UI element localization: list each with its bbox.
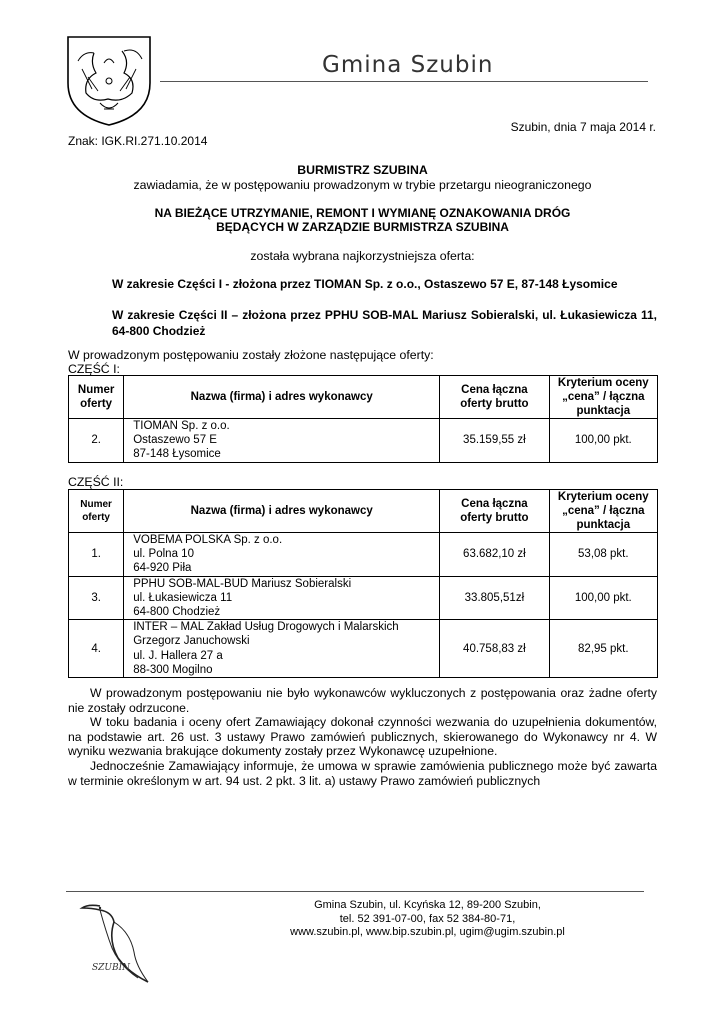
header-name: Nazwa (firma) i adres wykonawcy	[124, 376, 440, 419]
offer-score: 53,08 pkt.	[549, 533, 657, 577]
offer-number: 4.	[69, 620, 124, 678]
part1-offers-table	[68, 375, 658, 463]
heron-logo	[78, 892, 168, 990]
paragraph: W toku badania i oceny ofert Zamawiający dokonał czynności wezwania do uzupełnienia dokumentów, na podstawie art. 26 ust. 3 ustawy Prawo zamówień publicznych, skierowanego do Wykonawcy nr 4. W wyniku wezwania brakujące dokumenty zostały przez Wykonawcę uzupełnione.	[68, 715, 657, 759]
table-header-row	[69, 376, 658, 419]
address-line: 64-920 Piła	[133, 562, 192, 575]
address-line: 87-148 Łysomice	[133, 448, 221, 461]
address-line: TIOMAN Sp. z o.o.	[133, 420, 230, 432]
chosen-intro: została wybrana najkorzystniejsza oferta:	[250, 249, 475, 263]
address-line: INTER – MAL Zakład Usług Drogowych i Malarskich	[133, 621, 399, 634]
paragraph: W prowadzonym postępowaniu nie było wykonawców wykluczonych z postępowania oraz żadne oferty nie zostały odrzucone.	[68, 686, 657, 715]
announcement-line: zawiadamia, że w postępowaniu prowadzonym w trybie przetargu nieograniczonego	[133, 178, 592, 192]
header-rule	[160, 81, 648, 82]
address-line: ul. Polna 10	[133, 548, 194, 561]
address-line: 64-800 Chodzież	[133, 606, 221, 619]
offer-address	[124, 533, 440, 577]
footer-phone: tel. 52 391-07-00, fax 52 384-80-71,	[339, 912, 516, 925]
address-line: VOBEMA POLSKA Sp. z o.o.	[133, 534, 283, 546]
tender-subject-line1: NA BIEŻĄCE UTRZYMANIE, REMONT I WYMIANĘ OZNAKOWANIA DRÓG	[154, 206, 571, 220]
offer-number: 3.	[69, 576, 124, 620]
offers-intro: W prowadzonym postępowaniu zostały złożone następujące oferty:	[68, 348, 434, 362]
offer-number: 2.	[69, 419, 124, 463]
footer-web: www.szubin.pl, www.bip.szubin.pl, ugim@ugim.szubin.pl	[290, 926, 565, 938]
offer-score: 100,00 pkt.	[549, 576, 657, 620]
body-text	[68, 686, 657, 788]
offer-address	[124, 419, 440, 463]
reference-number: Znak: IGK.RI.271.10.2014	[68, 134, 208, 148]
address-line: 88-300 Mogilno	[133, 663, 213, 676]
offer-price: 63.682,10 zł	[440, 533, 549, 577]
tender-subject-line2: BĘDĄCYCH W ZARZĄDZIE BURMISTRZA SZUBINA	[216, 220, 509, 234]
paragraph: Jednocześnie Zamawiający informuje, że umowa w sprawie zamówienia publicznego może być zawarta w terminie określonym w art. 94 ust. 2 pkt. 3 lit. a) ustawy Prawo zamówień publicznych	[68, 758, 657, 788]
header-org-name: Gmina Szubin	[322, 52, 494, 78]
header-price: Cena łączna oferty brutto	[440, 490, 549, 533]
footer-address: Gmina Szubin, ul. Kcyńska 12, 89-200 Szubin,	[314, 899, 541, 911]
address-line: PPHU SOB-MAL-BUD Mariusz Sobieralski	[133, 577, 352, 590]
offer-price: 40.758,83 zł	[440, 620, 549, 678]
offer-number: 1.	[69, 533, 124, 577]
part1-result: W zakresie Części I - złożona przez TIOMAN Sp. z o.o., Ostaszewo 57 E, 87-148 Łysomice	[112, 277, 618, 291]
part2-label: CZĘŚĆ II:	[68, 475, 124, 489]
offer-score: 82,95 pkt.	[549, 620, 657, 678]
header-number: Numer oferty	[69, 376, 124, 419]
address-line: ul. J. Hallera 27 a	[133, 649, 223, 662]
header-number: Numer oferty	[69, 490, 124, 533]
document-date: Szubin, dnia 7 maja 2014 r.	[510, 120, 656, 134]
address-line: Grzegorz Januchowski	[133, 635, 250, 648]
part2-result: W zakresie Części II – złożona przez PPHU SOB-MAL Mariusz Sobieralski, ul. Łukasiewicza 11, 64-800 Chodzież	[112, 308, 657, 338]
header-criterion: Kryterium oceny „cena” / łączna punktacja	[549, 376, 657, 419]
tender-subject	[68, 206, 657, 234]
offer-score: 100,00 pkt.	[549, 419, 657, 463]
table-row	[69, 620, 658, 678]
table-row	[69, 576, 658, 620]
table-row	[69, 419, 658, 463]
heron-logo-text: SZUBIN	[92, 963, 131, 973]
header-criterion: Kryterium oceny „cena” / łączna punktacja	[549, 490, 657, 533]
offer-price: 35.159,55 zł	[440, 419, 549, 463]
issuer-title: BURMISTRZ SZUBINA	[297, 163, 428, 177]
table-header-row	[69, 490, 658, 533]
part1-label: CZĘŚĆ I:	[68, 362, 120, 376]
offer-price: 33.805,51zł	[440, 576, 549, 620]
address-line: Ostaszewo 57 E	[133, 434, 217, 447]
table-row	[69, 533, 658, 577]
address-line: ul. Łukasiewicza 11	[133, 591, 233, 604]
offer-address	[124, 576, 440, 620]
offer-address	[124, 620, 440, 678]
header-name: Nazwa (firma) i adres wykonawcy	[124, 490, 440, 533]
footer	[250, 899, 605, 940]
header-price: Cena łączna oferty brutto	[440, 376, 549, 419]
part2-offers-table	[68, 489, 658, 678]
crest-logo	[64, 33, 154, 127]
